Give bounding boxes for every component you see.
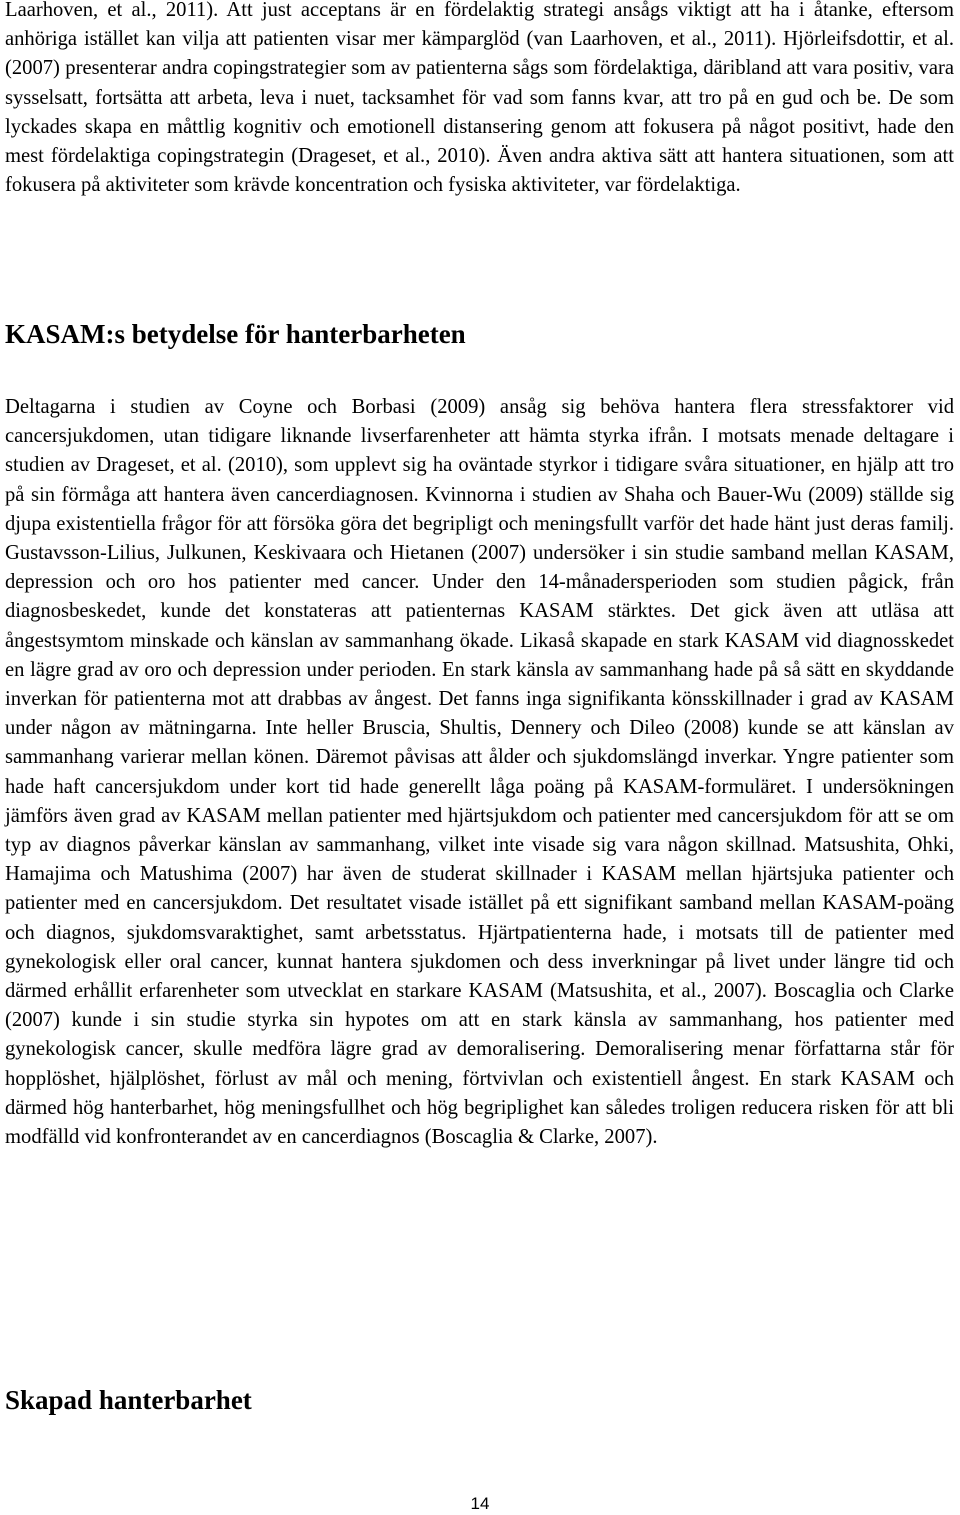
section-heading-kasam: KASAM:s betydelse för hanterbarheten (5, 319, 466, 349)
page-number: 14 (470, 1494, 490, 1513)
body-paragraph-kasam: Deltagarna i studien av Coyne och Borbasi (2009) ansåg sig behöva hantera flera stressfaktorer vid cancersjukdomen, utan tidigare liknande livserfarenheter att hämta styrka ifrån. I motsats menade deltagare i studien av Drageset, et al. (2010), som upplevt sig ha oväntade styrkor i tidigare svåra situationer, en hjälp att tro på sin förmåga att hantera även cancerdiagnosen. Kvinnorna i studien av Shaha och Bauer-Wu (2009) ställde sig djupa existentiella frågor för att försöka göra det begripligt och meningsfullt varför det hade hänt just deras familj. Gustavsson-Lilius, Julkunen, Keskivaara och Hietanen (2007) undersöker i sin studie samband mellan KASAM, depression och oro hos patienter med cancer. Under den 14-månadersperioden som studien pågick, från diagnosbeskedet, kunde det konstateras att patienternas KASAM stärktes. Det gick även att utläsa att ångestsymtom minskade och känslan av sammanhang ökade. Likaså skapade en stark KASAM vid diagnosskedet en lägre grad av oro och depression under perioden. En stark känsla av sammanhang hade på så sätt en skyddande inverkan för patienterna mot att drabbas av ångest. Det fanns inga signifikanta könsskillnader i grad av KASAM under någon av mätningarna. Inte heller Bruscia, Shultis, Dennery och Dileo (2008) kunde se att känslan av sammanhang varierar mellan könen. Däremot påvisas att ålder och sjukdomslängd inverkar. Yngre patienter som hade haft cancersjukdom under kort tid hade generellt låga poäng på KASAM-formuläret. I undersökningen jämförs även grad av KASAM mellan patienter med hjärtsjukdom och patienter med cancersjukdom för att se om typ av diagnos påverkar känslan av sammanhang, vilket inte visade sig vara någon skillnad. Matsushita, Ohki, Hamajima och Matushima (2007) har även de studerat skillnader i KASAM mellan hjärtsjuka patienter och patienter med en cancersjukdom. Det resultatet visade istället på ett signifikant samband mellan KASAM-poäng och diagnos, sjukdomsvaraktighet, samt arbetsstatus. Hjärtpatienterna hade, i motsats till de patienter med gynekologisk eller oral cancer, kunnat hantera sjukdomen och dess inverkningar på livet under längre tid och därmed erhållit erfarenheter som utvecklat en starkare KASAM (Matsushita, et al., 2007). Boscaglia och Clarke (2007) kunde i sin studie styrka sin hypotes om att en stark känsla av sammanhang, hos patienter med gynekologisk cancer, skulle medföra lägre grad av demoralisering. Demoralisering menar författarna står för hopplöshet, hjälplöshet, förlust av mål och mening, förtvivlan och existentiell ångest. En stark KASAM och därmed hög hanterbarhet, hög meningsfullhet och hög begriplighet kan således troligen reducera risken för att bli modfälld vid konfronterandet av en cancerdiagnos (Boscaglia & Clarke, 2007). (5, 396, 954, 1149)
section-heading-skapad-hanterbarhet: Skapad hanterbarhet (5, 1385, 252, 1415)
body-paragraph-copingstrategier: Laarhoven, et al., 2011). Att just acceptans är en fördelaktig strategi ansågs viktigt att ha i åtanke, eftersom anhöriga istället kan vilja att patienten visar mer kämparglöd (van Laarhoven, et al., 2011). Hjörleifsdottir, et al. (2007) presenterar andra copingstrategier som av patienterna sågs som fördelaktiga, däribland att vara positiv, vara sysselsatt, fortsätta att arbeta, leva i nuet, tacksamhet för vad som fanns kvar, att tro på en gud och be. De som lyckades skapa en måttlig kognitiv och emotionell distansering genom att fokusera på något positivt, hade den mest fördelaktiga copingstrategin (Drageset, et al., 2010). Även andra aktiva sätt att hantera situationen, som att fokusera på aktiviteter som krävde koncentration och fysiska aktiviteter, var fördelaktiga. (5, 0, 954, 197)
